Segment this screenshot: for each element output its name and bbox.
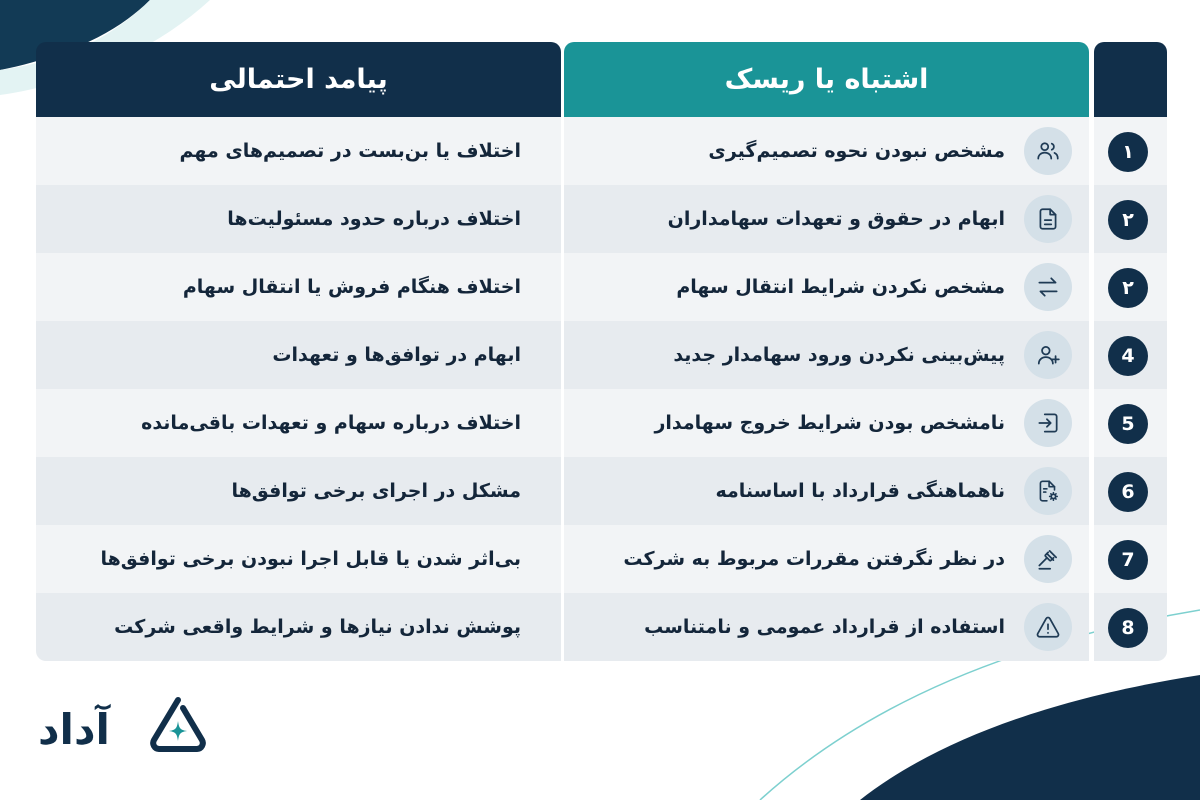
number-cell	[1094, 321, 1167, 389]
risk-text: پیش‌بینی نکردن ورود سهامدار جدید	[673, 344, 1005, 366]
risk-text: در نظر نگرفتن مقررات مربوط به شرکت	[623, 548, 1005, 570]
consequence-text: اختلاف درباره حدود مسئولیت‌ها	[227, 208, 521, 230]
risk-table	[36, 42, 1167, 662]
header-risk-label: اشتباه یا ریسک	[724, 64, 929, 95]
table-body	[36, 117, 1167, 662]
risk-text: مشخص نبودن نحوه تصمیم‌گیری	[708, 140, 1005, 162]
risk-text: استفاده از قرارداد عمومی و نامتناسب	[644, 616, 1005, 638]
table-row	[36, 253, 1167, 321]
risk-cell	[564, 117, 1089, 185]
row-number-badge: ۲	[1108, 200, 1148, 240]
consequence-cell	[36, 253, 561, 321]
consequence-text: پوشش ندادن نیازها و شرایط واقعی شرکت	[114, 616, 521, 638]
warning-icon	[1024, 603, 1072, 651]
row-number-badge: 7	[1108, 540, 1148, 580]
consequence-text: مشکل در اجرای برخی توافق‌ها	[231, 480, 521, 502]
brand-name: آداد	[38, 705, 110, 754]
number-cell	[1094, 253, 1167, 321]
risk-cell	[564, 389, 1089, 457]
risk-text: مشخص نکردن شرایط انتقال سهام	[676, 276, 1005, 298]
consequence-text: اختلاف هنگام فروش یا انتقال سهام	[182, 276, 521, 298]
number-cell	[1094, 185, 1167, 253]
table-row	[36, 389, 1167, 457]
consequence-cell	[36, 185, 561, 253]
consequence-text: ابهام در توافق‌ها و تعهدات	[272, 344, 521, 366]
row-number-badge: 5	[1108, 404, 1148, 444]
risk-text: نامشخص بودن شرایط خروج سهامدار	[654, 412, 1005, 434]
header-consequence-label: پیامد احتمالی	[209, 64, 388, 95]
consequence-cell	[36, 525, 561, 593]
exit-icon	[1024, 399, 1072, 447]
table-row	[36, 321, 1167, 389]
risk-cell	[564, 253, 1089, 321]
gavel-icon	[1024, 535, 1072, 583]
number-cell	[1094, 593, 1167, 661]
number-cell	[1094, 457, 1167, 525]
table-row	[36, 457, 1167, 525]
consequence-cell	[36, 389, 561, 457]
table-row	[36, 593, 1167, 661]
row-number-badge: 4	[1108, 336, 1148, 376]
transfer-arrows-icon	[1024, 263, 1072, 311]
row-number-badge: ۱	[1108, 132, 1148, 172]
user-plus-icon	[1024, 331, 1072, 379]
consequence-text: اختلاف درباره سهام و تعهدات باقی‌مانده	[141, 412, 521, 434]
risk-cell	[564, 457, 1089, 525]
consequence-text: بی‌اثر شدن یا قابل اجرا نبودن برخی توافق‌ها	[100, 548, 521, 570]
risk-cell	[564, 593, 1089, 661]
consequence-text: اختلاف یا بن‌بست در تصمیم‌های مهم	[179, 140, 521, 162]
risk-cell	[564, 525, 1089, 593]
row-number-badge: 6	[1108, 472, 1148, 512]
consequence-cell	[36, 593, 561, 661]
document-icon	[1024, 195, 1072, 243]
users-icon	[1024, 127, 1072, 175]
file-settings-icon	[1024, 467, 1072, 515]
number-cell	[1094, 389, 1167, 457]
header-number	[1094, 42, 1167, 117]
table-row	[36, 525, 1167, 593]
header-risk	[564, 42, 1089, 117]
risk-text: ابهام در حقوق و تعهدات سهامداران	[667, 208, 1005, 230]
consequence-cell	[36, 457, 561, 525]
risk-cell	[564, 185, 1089, 253]
header-consequence	[36, 42, 561, 117]
table-row	[36, 185, 1167, 253]
row-number-badge: ۲	[1108, 268, 1148, 308]
risk-text: ناهماهنگی قرارداد با اساسنامه	[715, 480, 1005, 502]
consequence-cell	[36, 321, 561, 389]
number-cell	[1094, 117, 1167, 185]
row-number-badge: 8	[1108, 608, 1148, 648]
risk-cell	[564, 321, 1089, 389]
number-cell	[1094, 525, 1167, 593]
table-row	[36, 117, 1167, 185]
consequence-cell	[36, 117, 561, 185]
